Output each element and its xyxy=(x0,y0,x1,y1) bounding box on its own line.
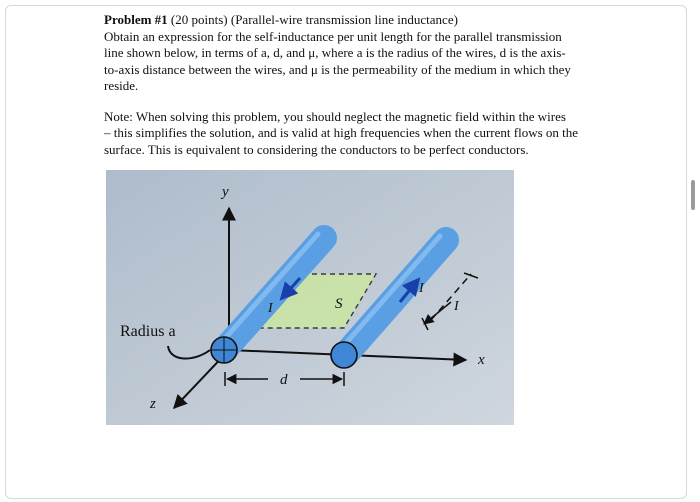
problem-number: Problem #1 xyxy=(104,12,168,27)
problem-text xyxy=(104,12,604,158)
problem-line-3: to-axis distance between the wires, and μ is the permeability of the medium in which they xyxy=(104,61,571,77)
current-side-label: I xyxy=(454,299,459,314)
problem-line-1: Obtain an expression for the self-inductance per unit length for the parallel transmission xyxy=(104,28,562,44)
note-line-3: surface. This is equivalent to considering the conductors to be perfect conductors. xyxy=(104,141,529,157)
x-axis-label: x xyxy=(478,352,485,368)
z-axis-label: z xyxy=(150,396,156,412)
y-axis-label: y xyxy=(222,184,229,200)
problem-title: (20 points) (Parallel-wire transmission line inductance) xyxy=(167,12,458,27)
surface-label: S xyxy=(335,296,343,312)
d-label: d xyxy=(280,372,288,388)
current-left-label: I xyxy=(268,301,273,316)
figure-canvas xyxy=(106,170,514,425)
note-line-1: Note: When solving this problem, you should neglect the magnetic field within the wires xyxy=(104,108,566,124)
problem-heading xyxy=(104,12,604,29)
current-right-label: I xyxy=(419,281,424,296)
note-line-2: – this simplifies the solution, and is valid at high frequencies when the current flows on the xyxy=(104,125,579,140)
right-wire-end xyxy=(331,342,357,368)
vertical-scrollbar[interactable] xyxy=(691,180,695,210)
problem-line-2: line shown below, in terms of a, d, and μ, where a is the radius of the wires, d is the axis- xyxy=(104,45,566,60)
transmission-line-figure xyxy=(106,170,514,425)
problem-line-4: reside. xyxy=(104,78,139,93)
radius-label: Radius a xyxy=(120,323,176,340)
